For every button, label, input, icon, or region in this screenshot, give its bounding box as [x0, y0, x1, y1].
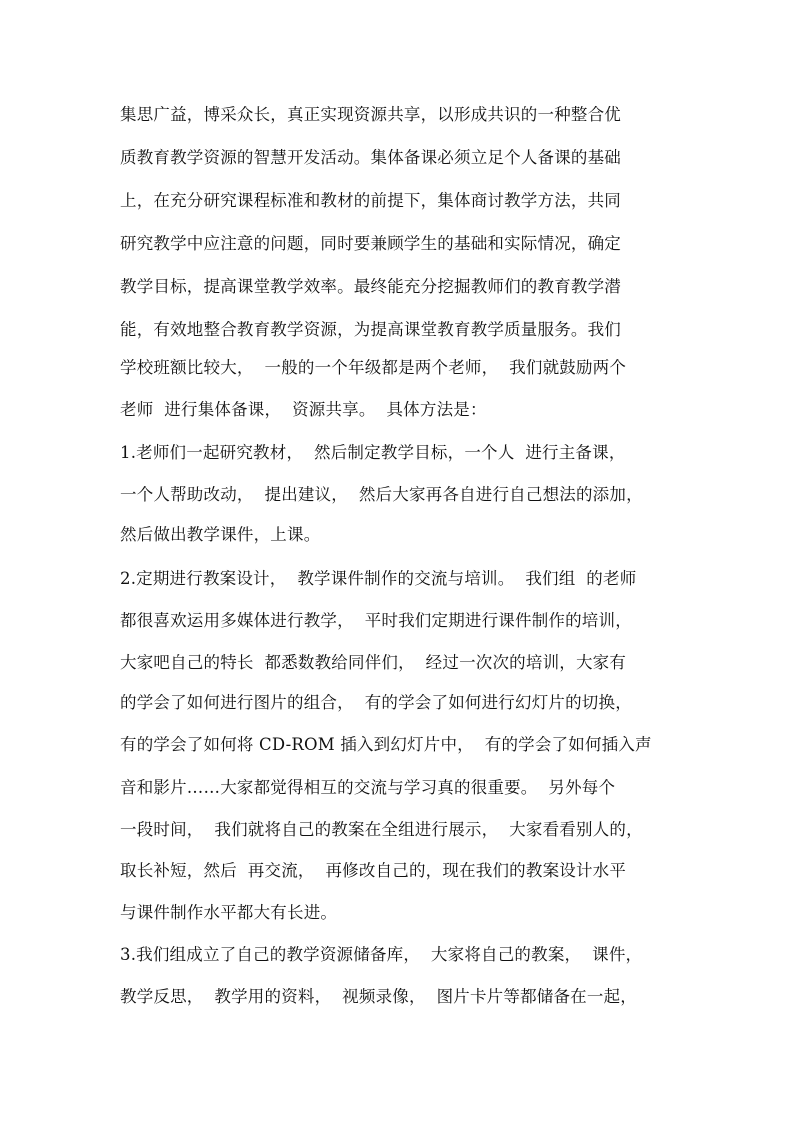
- text-line: 一段时间， 我们就将自己的教案在全组进行展示， 大家看看别人的，: [120, 820, 643, 839]
- text-line: 研究教学中应注意的问题，同时要兼顾学生的基础和实际情况，确定: [120, 234, 621, 253]
- text-line: 上，在充分研究课程标准和教材的前提下，集体商讨教学方法，共同: [120, 191, 621, 210]
- text-line: 学校班额比较大， 一般的一个年级都是两个老师， 我们就鼓励两个: [120, 358, 627, 377]
- text-line: 集思广益，博采众长，真正实现资源共享，以形成共识的一种整合优: [120, 105, 621, 124]
- text-line: 一个人帮助改动， 提出建议， 然后大家再各自进行自己想法的添加，: [120, 485, 643, 504]
- text-line: 能，有效地整合教育教学资源，为提高课堂教育教学质量服务。我们: [120, 320, 621, 339]
- text-line: 3.我们组成立了自己的教学资源储备库， 大家将自己的教案， 课件，: [120, 945, 643, 964]
- text-line: 大家吧自己的特长 都悉数教给同伴们， 经过一次次的培训，大家有: [120, 653, 627, 672]
- text-line: 都很喜欢运用多媒体进行教学， 平时我们定期进行课件制作的培训，: [120, 611, 632, 630]
- text-line: 老师 进行集体备课， 资源共享。 具体方法是：: [120, 400, 487, 419]
- text-line: 与课件制作水平都大有长进。: [120, 903, 338, 922]
- text-line: 的学会了如何进行图片的组合， 有的学会了如何进行幻灯片的切换，: [120, 693, 632, 712]
- text-line: 质教育教学资源的智慧开发活动。集体备课必须立足个人备课的基础: [120, 148, 621, 167]
- text-line: 有的学会了如何将 CD-ROM 插入到幻灯片中， 有的学会了如何插入声: [120, 735, 652, 754]
- text-line: 音和影片……大家都觉得相互的交流与学习真的很重要。 另外每个: [120, 778, 616, 797]
- text-line: 2.定期进行教案设计， 教学课件制作的交流与培训。 我们组 的老师: [120, 569, 637, 588]
- text-line: 1.老师们一起研究教材， 然后制定教学目标，一个人 进行主备课，: [120, 443, 626, 462]
- text-line: 然后做出教学课件，上课。: [120, 525, 321, 544]
- text-line: 教学目标，提高课堂教学效率。最终能充分挖掘教师们的教育教学潜: [120, 277, 621, 296]
- text-line: 取长补短，然后 再交流， 再修改自己的，现在我们的教案设计水平: [120, 861, 627, 880]
- text-line: 教学反思， 教学用的资料， 视频录像， 图片卡片等都储备在一起，: [120, 987, 637, 1006]
